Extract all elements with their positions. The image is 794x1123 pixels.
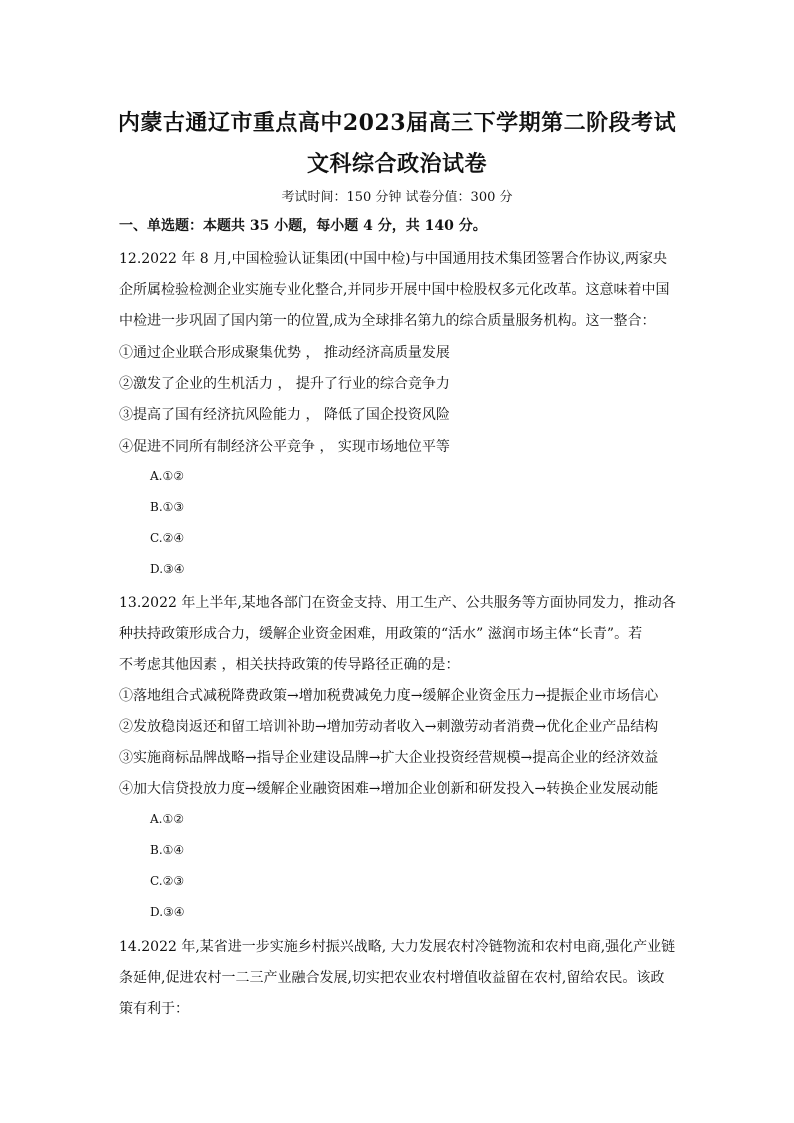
- q13-option-c: C.②③: [150, 874, 185, 888]
- q13-statement-1: ①落地组合式减税降费政策→增加税费减免力度→缓解企业资金压力→提振企业市场信心: [119, 688, 659, 704]
- exam-info: 考试时间：150 分钟 试卷分值：300 分: [281, 190, 513, 205]
- q14-stem-line-2: 条延伸,促进农村一二三产业融合发展,切实把农业农村增值收益留在农村,留给农民。该政: [119, 970, 665, 986]
- q13-option-d: D.③④: [150, 905, 185, 919]
- q13-stem-line-3: 不考虑其他因素 ，相关扶持政策的传导路径正确的是：: [119, 657, 460, 673]
- q12-statement-2: ②激发了企业的生机活力 ， 提升了行业的综合竞争力: [119, 376, 450, 392]
- q13-statement-2: ②发放稳岗返还和留工培训补助→增加劳动者收入→刺激劳动者消费→优化企业产品结构: [119, 719, 659, 735]
- q12-option-c: C.②④: [150, 531, 185, 545]
- q12-stem-line-1: 12.2022 年 8 月,中国检验认证集团(中国中检)与中国通用技术集团签署合作协议,两家央: [119, 251, 667, 267]
- q13-statement-4: ④加大信贷投放力度→缓解企业融资困难→增加企业创新和研发投入→转换企业发展动能: [119, 781, 659, 797]
- exam-title: 内蒙古通辽市重点高中2023届高三下学期第二阶段考试: [117, 110, 677, 136]
- q12-option-b: B.①③: [150, 500, 185, 514]
- q12-option-a: A.①②: [150, 469, 184, 483]
- q13-stem-line-1: 13.2022 年上半年,某地各部门在资金支持、用工生产、公共服务等方面协同发力，推动各: [119, 595, 676, 611]
- q13-statement-3: ③实施商标品牌战略→指导企业建设品牌→扩大企业投资经营规模→提高企业的经济效益: [119, 750, 659, 766]
- q12-option-d: D.③④: [150, 562, 185, 576]
- q12-stem-line-2: 企所属检验检测企业实施专业化整合,并同步开展中国中检股权多元化改革。这意味着中国: [119, 282, 670, 298]
- exam-subtitle: 文科综合政治试卷: [306, 151, 487, 177]
- q12-statement-1: ①通过企业联合形成聚集优势 ， 推动经济高质量发展: [119, 345, 450, 361]
- q13-stem-line-2: 种扶持政策形成合力，缓解企业资金困难，用政策的“活水” 滋润市场主体“长青”。若: [119, 626, 643, 642]
- q12-statement-3: ③提高了国有经济抗风险能力 ， 降低了国企投资风险: [119, 407, 450, 423]
- q13-option-b: B.①④: [150, 843, 185, 857]
- q12-statement-4: ④促进不同所有制经济公平竞争 ， 实现市场地位平等: [119, 439, 450, 455]
- q12-stem-line-3: 中检进一步巩固了国内第一的位置,成为全球排名第九的综合质量服务机构。这一整合：: [119, 313, 656, 329]
- section-heading: 一、单选题：本题共 35 小题，每小题 4 分，共 140 分。: [119, 218, 487, 234]
- q14-stem-line-1: 14.2022 年,某省进一步实施乡村振兴战略, 大力发展农村冷链物流和农村电商,强化产业链: [119, 939, 676, 955]
- q13-option-a: A.①②: [150, 812, 184, 826]
- q14-stem-line-3: 策有利于：: [119, 1001, 189, 1017]
